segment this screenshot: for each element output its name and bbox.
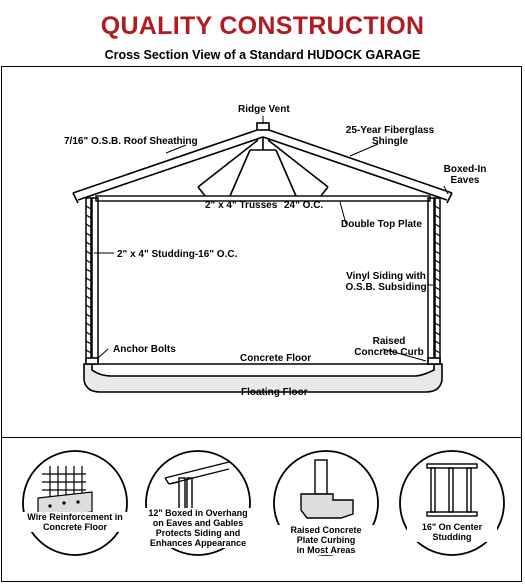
truss-webs — [198, 137, 328, 197]
siding-label-line2: O.S.B. Subsiding — [345, 282, 427, 293]
shingle-label — [345, 125, 435, 147]
eaves-label — [440, 164, 490, 186]
caption-line: Enhances Appearance — [149, 538, 247, 548]
studding-label: 2" x 4" Studding-16" O.C. — [117, 249, 238, 260]
caption-line: Wire Reinforcement in — [27, 512, 123, 522]
caption-line: Concrete Floor — [42, 522, 107, 532]
siding-label — [340, 271, 432, 293]
right-eave-face — [447, 193, 452, 203]
ridge-vent — [257, 123, 269, 130]
floating-floor-label: Floating Floor — [241, 387, 308, 398]
caption-line: Studding — [432, 532, 472, 542]
curb-label — [354, 336, 424, 358]
detail-caption-studding — [407, 522, 497, 542]
caption-line: Raised Concrete — [290, 525, 362, 535]
detail-caption-boxed-overhang — [143, 508, 253, 548]
caption-line: in Most Areas — [296, 545, 356, 555]
roof-sheathing-label: 7/16" O.S.B. Roof Sheathing — [64, 136, 198, 147]
right-curb — [428, 358, 440, 364]
left-eave-face — [73, 193, 78, 203]
eaves-label-line2: Eaves — [450, 175, 480, 186]
caption-line: Protects Siding and — [155, 528, 241, 538]
page-subtitle: Cross Section View of a Standard HUDOCK GARAGE — [104, 48, 421, 62]
curb-label-line1: Raised — [372, 336, 406, 347]
siding-label-line1: Vinyl Siding with — [346, 271, 426, 282]
detail-caption-wire-mesh — [5, 512, 145, 532]
caption-line: on Eaves and Gables — [152, 518, 244, 528]
trusses-spacing-label: 24" O.C. — [284, 200, 324, 211]
caption-line: 12" Boxed in Overhang — [148, 508, 248, 518]
shingle-label-line2: Shingle — [371, 136, 409, 147]
curb-label-line2: Concrete Curb — [354, 347, 424, 358]
detail-caption-plate-curbing — [276, 525, 376, 555]
top-plate-label: Double Top Plate — [341, 219, 422, 230]
caption-line: 16" On Center — [421, 522, 483, 532]
caption-line: Plate Curbing — [296, 535, 356, 545]
page-title: QUALITY CONSTRUCTION — [100, 12, 425, 40]
left-curb — [86, 358, 98, 364]
shingle-label-line1: 25-Year Fiberglass — [345, 125, 435, 136]
ridge-vent-label: Ridge Vent — [238, 104, 290, 115]
leader-lines — [94, 116, 448, 361]
eaves-label-line1: Boxed-In — [443, 164, 487, 175]
detail-wire-mesh — [20, 448, 130, 558]
left-wall — [86, 198, 98, 364]
concrete-floor-label: Concrete Floor — [240, 353, 312, 364]
anchor-bolts-label: Anchor Bolts — [113, 344, 176, 355]
trusses-label: 2" x 4" Trusses — [205, 200, 278, 211]
